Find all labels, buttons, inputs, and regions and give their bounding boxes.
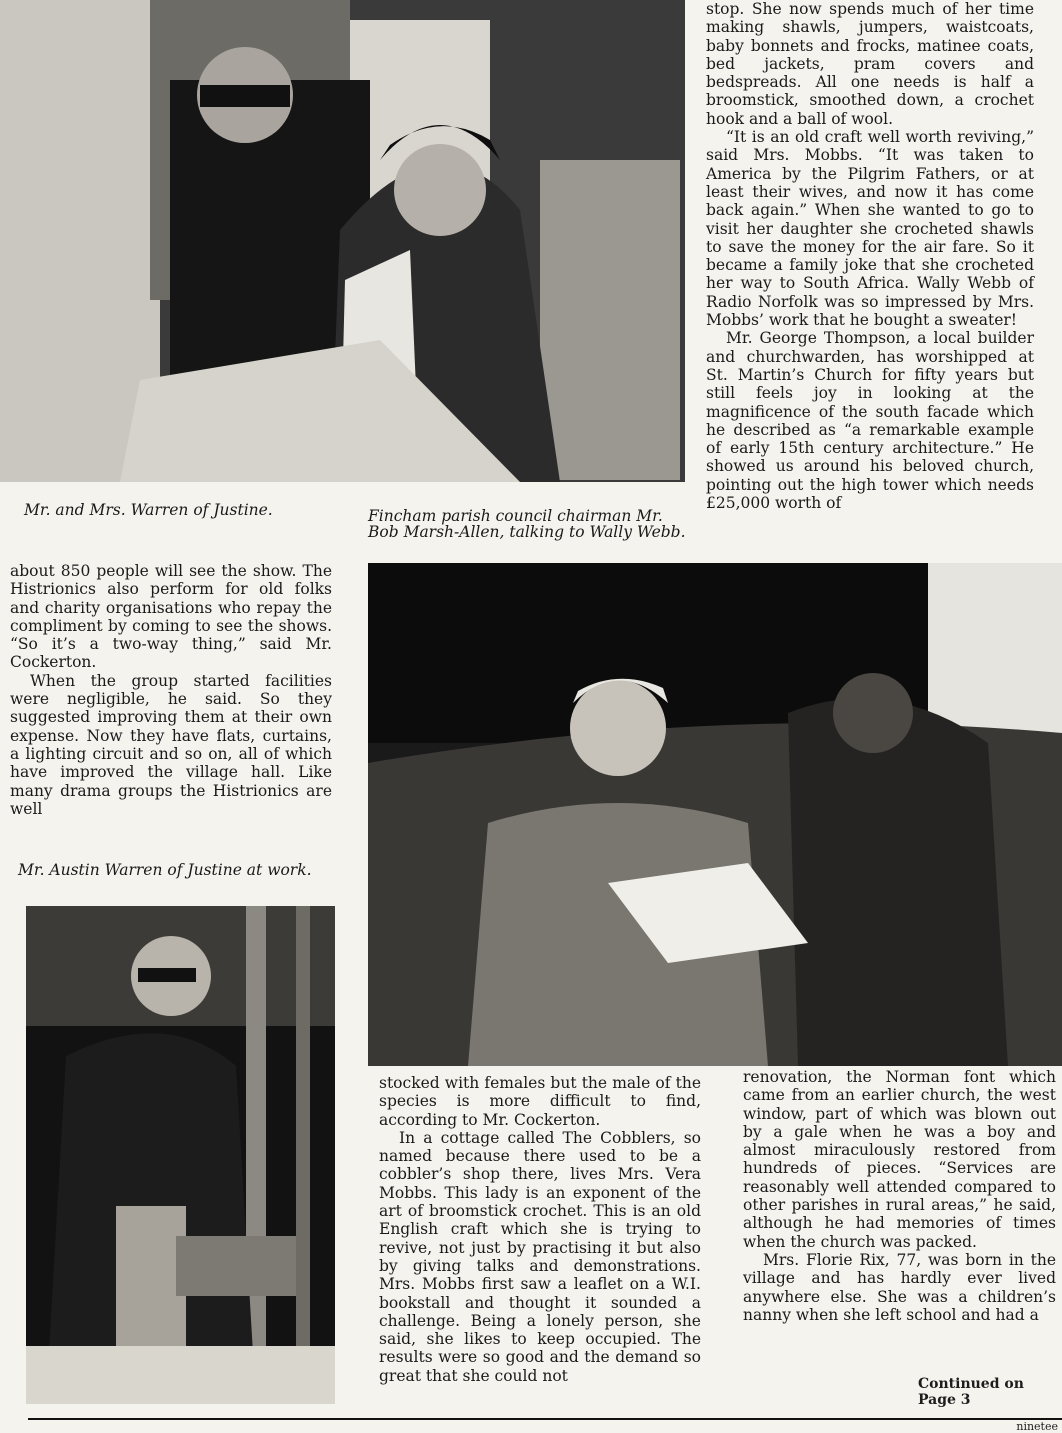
paragraph: When the group started facilities were negligible, he said. So they suggested improving them at their own expense. Now they have flats, curtains, a lighting circuit and so on, all of which have improved the village hall. Like many drama groups the Histrionics are well [10,671,332,818]
footer-rule [28,1418,1062,1420]
column-left [10,562,332,818]
continued-note: Continued on Page 3 [918,1376,1024,1408]
paragraph: In a cottage called The Cobblers, so named because there used to be a cobbler’s shop there, lives Mrs. Vera Mobbs. This lady is an exponent of the art of broomstick crochet. This is an old English craft which she is trying to revive, not just by practising it but also by giving talks and demonstrations. Mrs. Mobbs first saw a leaflet on a W.I. bookstall and thought it sounded a challenge. Being a lonely person, she said, she likes to keep occupied. The results were so good and the demand so great that she could not [379,1128,701,1385]
paragraph: stocked with females but the male of the species is more difficult to find, according to Mr. Cockerton. [379,1074,701,1129]
photo-austin-warren [26,906,335,1404]
photo-warren-couple [0,0,685,482]
paragraph: Mr. George Thompson, a local builder and churchwarden, has worshipped at St. Martin’s Church for fifty years but still feels joy in looking at the magnificence of the south facade which he described as “a remarkable example of early 15th century architecture.” He showed us around his beloved church, pointing out the high tower which needs £25,000 worth of [706,329,1034,513]
paragraph: stop. She now spends much of her time making shawls, jumpers, waistcoats, baby bonnets and frocks, matinee coats, bed jackets, pram covers and bedspreads. All one needs is half a broomstick, smoothed down, a crochet hook and a ball of wool. [706,0,1034,128]
caption-marsh-allen: Fincham parish council chairman Mr. Bob Marsh-Allen, talking to Wally Webb. [368,507,686,541]
paragraph: about 850 people will see the show. The Histrionics also perform for old folks and charity organisations who repay the compliment by coming to see the shows. “So it’s a two-way thing,” said Mr. Cockerton. [10,562,332,672]
caption-austin-warren: Mr. Austin Warren of Justine at work. [18,861,312,879]
column-top-right [706,0,1034,512]
column-bottom-middle [379,1074,701,1385]
caption-warren-couple: Mr. and Mrs. Warren of Justine. [24,501,273,519]
paragraph: renovation, the Norman font which came from an earlier church, the west window, part of which was blown out by a gale when he was a boy and almost miraculously restored from hundreds of pieces. “Services are reasonably well attended compared to other parishes in rural areas,” he said, although he had memories of times when the church was packed. [743,1068,1056,1251]
paragraph: “It is an old craft well worth reviving,” said Mrs. Mobbs. “It was taken to America by the Pilgrim Fathers, or at least their wives, and now it has come back again.” When she wanted to go to visit her daughter she crocheted shawls to save the money for the air fare. So it became a family joke that she crocheted her way to South Africa. Wally Webb of Radio Norfolk was so impressed by Mrs. Mobbs’ work that he bought a sweater! [706,128,1034,330]
column-bottom-right [743,1068,1056,1324]
paragraph: Mrs. Florie Rix, 77, was born in the village and has hardly ever lived anywhere else. She was a children’s nanny when she left school and had a [743,1250,1056,1324]
photo-marsh-allen [368,563,1062,1066]
page-footer: ninetee [1016,1420,1058,1433]
